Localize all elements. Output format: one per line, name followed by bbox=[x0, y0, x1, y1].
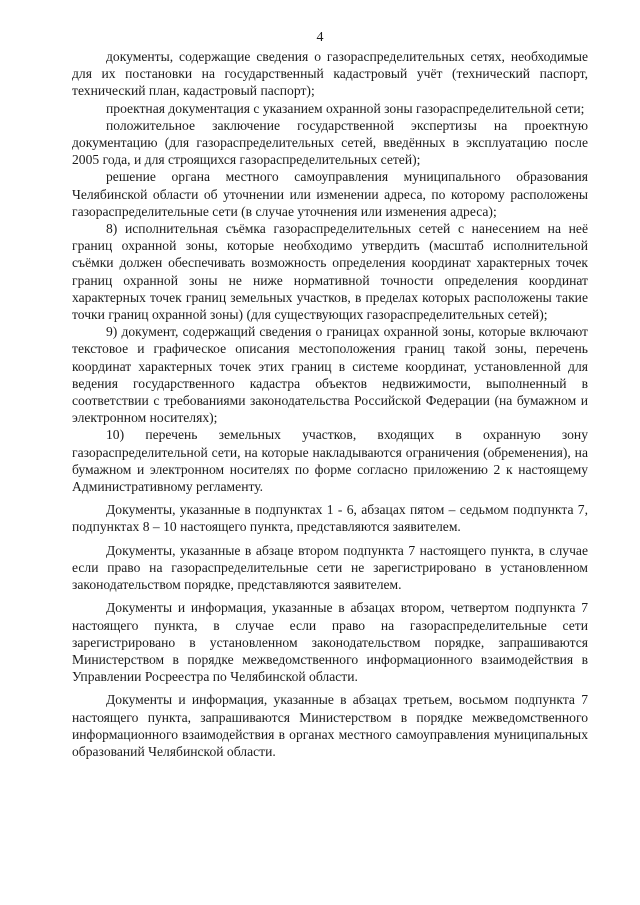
paragraph-project-docs: проектная документация с указанием охранной зоны газораспределительной сети; bbox=[106, 100, 585, 116]
paragraph-rosreestr-request: Документы и информация, указанные в абзацах втором, четвертом подпункта 7 настоящего пункта, в случае если право на газораспределительные сети зарегистрировано в установленном законодательством порядке, запрашиваются Министерством в порядке межведомственного информационного взаимодействия в Управлении Росреестра по Челябинской области. bbox=[72, 600, 588, 685]
paragraph-applicant-docs: Документы, указанные в подпунктах 1 - 6, абзацах пятом – седьмом подпункта 7, подпунктах 8 – 10 настоящего пункта, представляются заявителем. bbox=[72, 502, 588, 535]
paragraph-expertise: положительное заключение государственной экспертизы на проектную документацию (для газораспределительных сетей, введённых в эксплуатацию после 2005 года, и для строящихся газораспределительных сетей); bbox=[72, 117, 588, 168]
paragraph-local-authority-request: Документы и информация, указанные в абзацах третьем, восьмом подпункта 7 настоящего пункта, запрашиваются Министерством в порядке межведомственного информационного взаимодействия в органах местного самоуправления муниципальных образований Челябинской области. bbox=[72, 692, 588, 759]
paragraph-tech-passport: документы, содержащие сведения о газораспределительных сетях, необходимые для их постановки на государственный кадастровый учёт (технический паспорт, технический план, кадастровый паспорт); bbox=[72, 49, 588, 99]
paragraph-unregistered-rights: Документы, указанные в абзаце втором подпункта 7 настоящего пункта, в случае если право на газораспределительные сети не зарегистрировано в установленном законодательством порядке, представляются заявителем. bbox=[72, 542, 588, 593]
paragraph-item-10: 10) перечень земельных участков, входящих в охранную зону газораспределительной сети, на которые накладываются ограничения (обременения), на бумажном и электронном носителях по форме согласно приложению 2 к настоящему Административному регламенту. bbox=[72, 427, 588, 495]
document-body bbox=[72, 48, 588, 760]
page-number: 4 bbox=[316, 30, 324, 45]
paragraph-address-decision: решение органа местного самоуправления муниципального образования Челябинской области об уточнении или изменении адреса, по которому расположены газораспределительные сети (в случае уточнения или изменения адреса); bbox=[72, 169, 588, 219]
paragraph-item-8: 8) исполнительная съёмка газораспределительных сетей с нанесением на неё границ охранной зоны, которые необходимо утвердить (масштаб исполнительной съёмки должен обеспечивать возможность определения координат характерных точек границ охранной зоны не ниже нормативной точности определения координат характерных точек границ земельных участков, в пределах которых расположены такие точки границ охранной зоны) (для существующих газораспределительных сетей); bbox=[72, 221, 588, 323]
paragraph-item-9: 9) документ, содержащий сведения о границах охранной зоны, которые включают текстовое и графическое описания местоположения границ такой зоны, перечень координат характерных точек этих границ в системе координат, установленной для ведения государственного кадастра объектов недвижимости, выполненный в соответствии с требованиями законодательства Российской Федерации (на бумажном и электронном носителях); bbox=[72, 324, 588, 426]
